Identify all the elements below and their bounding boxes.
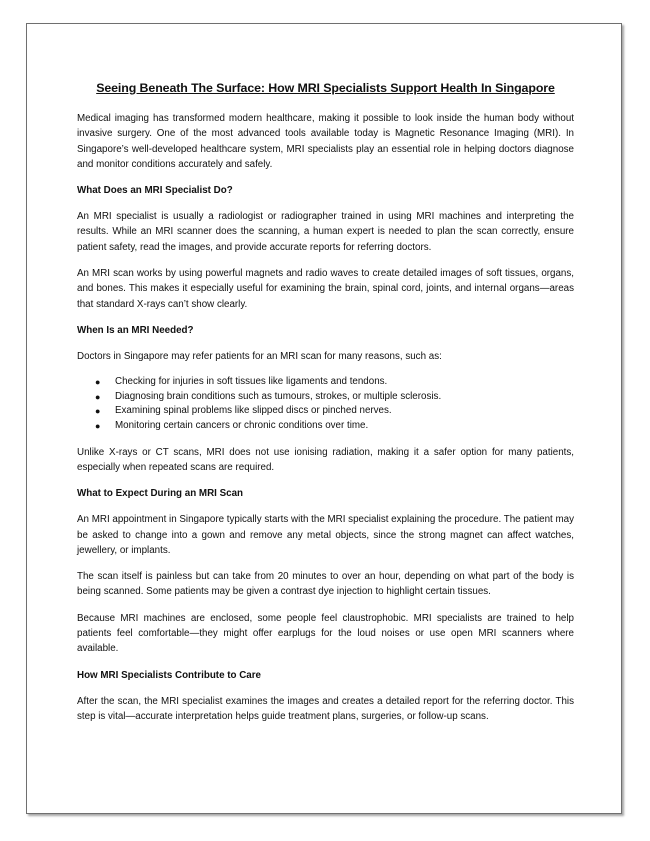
document-body [77, 80, 574, 735]
bullet-icon: ● [95, 421, 101, 432]
intro-paragraph: Medical imaging has transformed modern healthcare, making it possible to look inside the human body without invasive surgery. One of the most advanced tools available today is Magnetic Resonance Imaging (MRI). In Singapore’s well-developed healthcare system, MRI specialists play an essential role in helping doctors diagnose and monitor conditions accurately and safely. [77, 113, 574, 170]
paragraph: An MRI specialist is usually a radiologist or radiographer trained in using MRI machines and interpreting the results. While an MRI scanner does the scanning, a human expert is needed to plan the scan correctly, ensure patient safety, read the images, and provide accurate reports for referring doctors. [77, 211, 574, 253]
paragraph: An MRI appointment in Singapore typically starts with the MRI specialist explaining the procedure. The patient may be asked to change into a gown and remove any metal objects, since the strong magnet can affect watches, jewellery, or implants. [77, 514, 574, 556]
list-item [95, 404, 574, 419]
list-item-text: Diagnosing brain conditions such as tumours, strokes, or multiple sclerosis. [115, 390, 442, 402]
paragraph: An MRI scan works by using powerful magnets and radio waves to create detailed images of soft tissues, organs, and bones. This makes it especially useful for examining the brain, spinal cord, joints, and internal organs—areas that standard X-rays can’t show clearly. [77, 268, 574, 310]
paragraph: The scan itself is painless but can take from 20 minutes to over an hour, depending on what part of the body is being scanned. Some patients may be given a contrast dye injection to highlight certain tissues. [77, 571, 574, 598]
bullet-icon: ● [95, 391, 101, 402]
section-heading-when-needed: When Is an MRI Needed? [77, 324, 194, 336]
section-heading-contribution: How MRI Specialists Contribute to Care [77, 669, 261, 681]
section-heading-what-to-expect: What to Expect During an MRI Scan [77, 488, 244, 500]
bullet-icon: ● [95, 377, 101, 388]
paragraph: Doctors in Singapore may refer patients for an MRI scan for many reasons, such as: [77, 350, 442, 362]
page-title: Seeing Beneath The Surface: How MRI Specialists Support Health In Singapore [96, 81, 555, 95]
paragraph: After the scan, the MRI specialist examines the images and creates a detailed report for the referring doctor. This step is vital—accurate interpretation helps guide treatment plans, surgeries, or follow-up scans. [77, 695, 574, 722]
paragraph: Because MRI machines are enclosed, some people feel claustrophobic. MRI specialists are trained to help patients feel comfortable—they might offer earplugs for the loud noises or use open MRI scanners where available. [77, 612, 574, 655]
paragraph: Unlike X-rays or CT scans, MRI does not use ionising radiation, making it a safer option for many patients, especially when repeated scans are required. [77, 446, 574, 473]
list-item-text: Examining spinal problems like slipped discs or pinched nerves. [115, 405, 392, 417]
list-item-text: Monitoring certain cancers or chronic conditions over time. [115, 420, 369, 432]
list-item [95, 419, 574, 434]
section-heading-specialist-role: What Does an MRI Specialist Do? [77, 185, 233, 197]
list-item-text: Checking for injuries in soft tissues like ligaments and tendons. [115, 376, 388, 388]
reasons-list [77, 375, 574, 433]
list-item [95, 375, 574, 390]
list-item [95, 390, 574, 405]
bullet-icon: ● [95, 406, 101, 417]
